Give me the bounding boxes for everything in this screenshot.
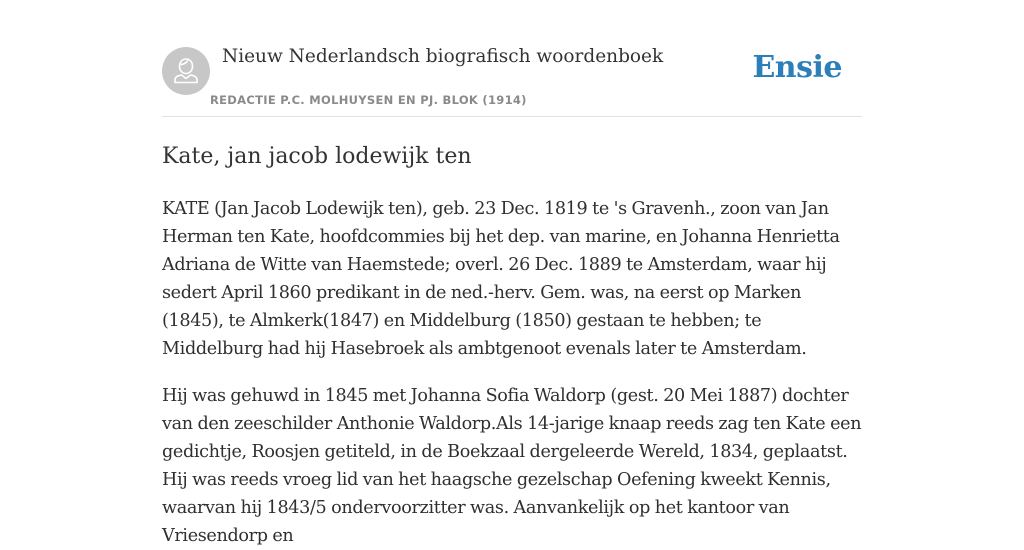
article-paragraph: Hij was gehuwd in 1845 met Johanna Sofia Waldorp (gest. 20 Mei 1887) dochter van den zeeschilder Anthonie Waldorp.Als 14-jarige knaap reeds zag ten Kate een gedichtje, Roosjen getiteld, in de Boekzaal dergeleerde Wereld, 1834, geplaatst. Hij was reeds vroeg lid van het haagsche gezelschap Oefening kweekt Kennis, waarvan hij 1843/5 ondervoorzitter was. Aanvankelijk op het kantoor van Vriesendorp en xyxy=(162,385,862,546)
article-headword: Kate, jan jacob lodewijk ten xyxy=(162,144,472,169)
header xyxy=(162,0,862,117)
article-paragraph: KATE (Jan Jacob Lodewijk ten), geb. 23 Dec. 1819 te 's Gravenh., zoon van Jan Herman ten Kate, hoofdcommies bij het dep. van marine, en Johanna Henrietta Adriana de Witte van Haemstede; overl. 26 Dec. 1889 te Amsterdam, waar hij sedert April 1860 predikant in de ned.-herv. Gem. was, na eerst op Marken (1845), te Almkerk(1847) en Middelburg (1850) gestaan te hebben; te Middelburg had hij Hasebroek als ambtgenoot evenals later te Amsterdam. xyxy=(162,198,840,359)
ensie-logo[interactable]: Ensie xyxy=(752,50,842,85)
editors-credit: REDACTIE P.C. MOLHUYSEN EN PJ. BLOK (1914) xyxy=(210,93,527,107)
work-title[interactable]: Nieuw Nederlandsch biografisch woordenboek xyxy=(222,46,664,67)
page xyxy=(162,0,862,550)
user-icon xyxy=(162,47,210,95)
avatar[interactable] xyxy=(162,47,210,95)
